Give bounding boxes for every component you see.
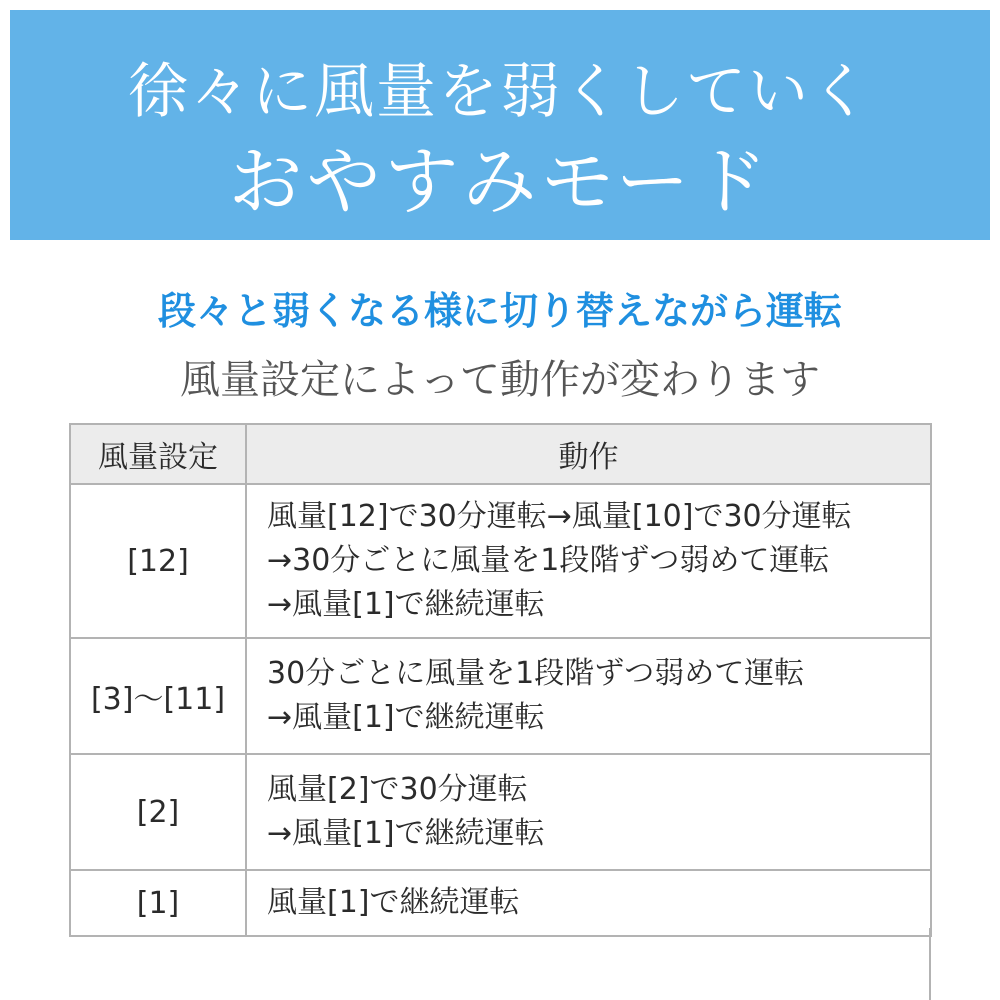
action-line: →風量[1]で継続運転 — [267, 816, 545, 851]
action-cell — [246, 484, 931, 638]
setting-cell: [3]〜[11] — [70, 638, 246, 754]
action-line: →風量[1]で継続運転 — [267, 700, 545, 735]
subtitle: 段々と弱くなる様に切り替えながら運転 — [157, 289, 842, 333]
setting-cell: [1] — [70, 870, 246, 936]
header-action: 動作 — [246, 424, 931, 484]
action-line: →風量[1]で継続運転 — [267, 587, 545, 622]
mode-table — [69, 423, 932, 937]
title-banner — [10, 10, 990, 240]
note: 風量設定によって動作が変わります — [180, 357, 820, 403]
banner-mode-name: おやすみモード — [228, 139, 772, 225]
banner-tagline: 徐々に風量を弱くしていく — [128, 57, 872, 127]
header-setting: 風量設定 — [70, 424, 246, 484]
action-cell — [246, 870, 931, 936]
action-line: 風量[2]で30分運転 — [267, 772, 528, 807]
table-row — [70, 484, 931, 638]
table-row — [70, 754, 931, 870]
action-cell — [246, 638, 931, 754]
setting-cell: [2] — [70, 754, 246, 870]
action-line: 30分ごとに風量を1段階ずつ弱めて運転 — [267, 656, 805, 691]
table-row — [70, 638, 931, 754]
table-header-row — [70, 424, 931, 484]
action-line: 風量[12]で30分運転→風量[10]で30分運転 — [267, 499, 852, 534]
action-line: 風量[1]で継続運転 — [267, 885, 520, 920]
table-edge-line — [929, 928, 931, 1000]
setting-cell: [12] — [70, 484, 246, 638]
action-cell — [246, 754, 931, 870]
table-row — [70, 870, 931, 936]
action-line: →30分ごとに風量を1段階ずつ弱めて運転 — [267, 543, 830, 578]
